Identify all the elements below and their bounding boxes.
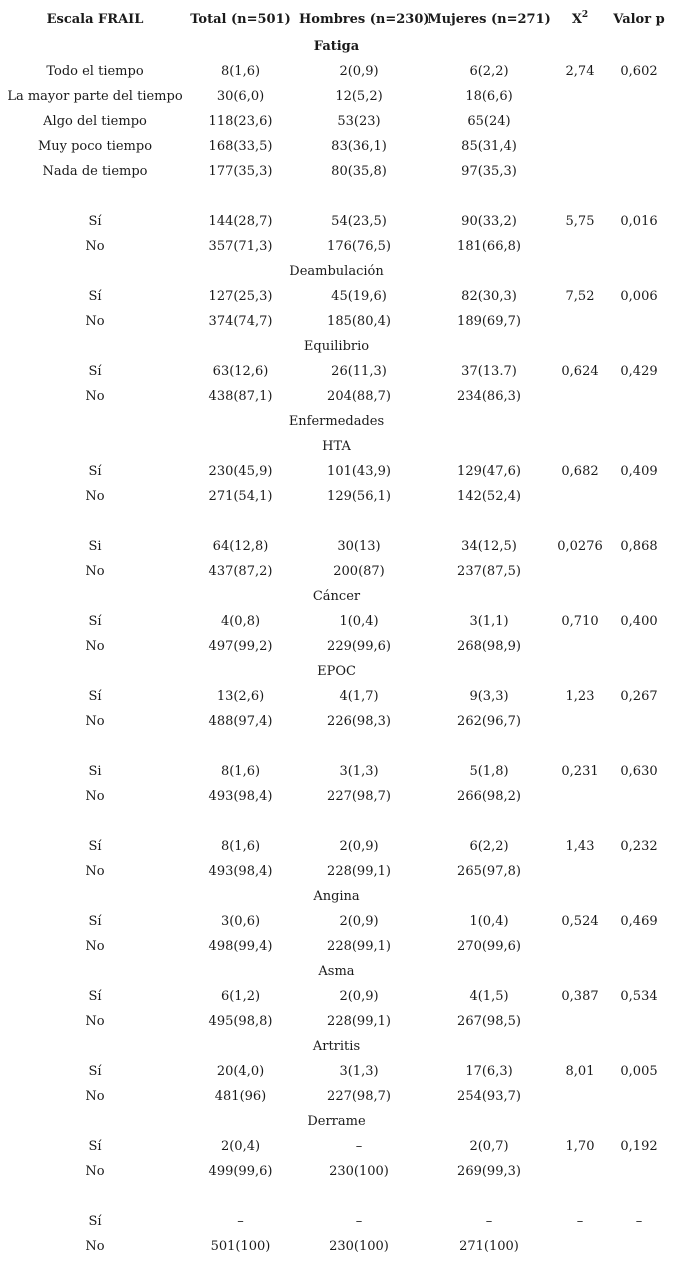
cell-hombres: 200(87) xyxy=(333,564,385,579)
cell-mujeres: 34(12,5) xyxy=(461,539,517,554)
table-row xyxy=(0,137,673,157)
cell-total: 437(87,2) xyxy=(208,564,273,579)
cell-total: 374(74,7) xyxy=(208,314,273,329)
cell-mujeres: 37(13.7) xyxy=(461,364,517,379)
table-row xyxy=(0,1087,673,1107)
table-row xyxy=(0,712,673,732)
section-row xyxy=(0,887,673,907)
table-row xyxy=(0,1137,673,1157)
section-label: Cáncer xyxy=(312,589,361,604)
table-row xyxy=(0,1012,673,1032)
table-row xyxy=(0,62,673,82)
cell-total: 2(0,4) xyxy=(220,1139,261,1154)
cell-chi2: 8,01 xyxy=(565,1064,595,1079)
header-chi xyxy=(550,10,610,30)
table-row xyxy=(0,837,673,857)
cell-label: Algo del tiempo xyxy=(43,114,147,129)
cell-total: 144(28,7) xyxy=(208,214,273,229)
cell-mujeres: – xyxy=(485,1214,493,1229)
cell-mujeres: 181(66,8) xyxy=(457,239,521,254)
table-row xyxy=(0,537,673,557)
cell-chi2: 0,0276 xyxy=(557,539,603,554)
section-label: Artritis xyxy=(312,1039,361,1054)
chi-symbol: X xyxy=(571,12,582,27)
table-row xyxy=(0,312,673,332)
cell-total: 30(6,0) xyxy=(216,89,265,104)
cell-total: 177(35,3) xyxy=(208,164,273,179)
cell-label: No xyxy=(85,789,105,804)
cell-chi2: 2,74 xyxy=(565,64,595,79)
cell-chi2: 0,624 xyxy=(561,364,599,379)
cell-hombres: 227(98,7) xyxy=(327,789,391,804)
cell-mujeres: 5(1,8) xyxy=(469,764,509,779)
cell-total: 488(97,4) xyxy=(208,714,273,729)
cell-valor-p: 0,006 xyxy=(620,289,658,304)
cell-mujeres: 2(0,7) xyxy=(469,1139,509,1154)
cell-label: Sí xyxy=(88,614,102,629)
table-row xyxy=(0,1162,673,1182)
section-label: Asma xyxy=(318,964,355,979)
cell-label: No xyxy=(85,1014,105,1029)
cell-mujeres: 6(2,2) xyxy=(469,839,509,854)
table-row xyxy=(0,612,673,632)
cell-total: – xyxy=(237,1214,244,1229)
table-row xyxy=(0,762,673,782)
cell-hombres: 30(13) xyxy=(337,539,381,554)
section-label: Derrame xyxy=(307,1114,366,1129)
cell-hombres: 3(1,3) xyxy=(339,764,379,779)
cell-total: 168(33,5) xyxy=(208,139,273,154)
cell-total: 498(99,4) xyxy=(208,939,273,954)
cell-total: 501(100) xyxy=(210,1239,271,1254)
cell-total: 63(12,6) xyxy=(212,364,269,379)
table-row xyxy=(0,937,673,957)
cell-chi2: 1,43 xyxy=(565,839,595,854)
cell-valor-p: 0,868 xyxy=(620,539,658,554)
cell-valor-p: 0,016 xyxy=(620,214,658,229)
cell-label: Sí xyxy=(88,464,102,479)
cell-mujeres: 65(24) xyxy=(467,114,511,129)
table-row xyxy=(0,562,673,582)
cell-total: 8(1,6) xyxy=(220,764,261,779)
cell-mujeres: 266(98,2) xyxy=(457,789,521,804)
cell-label: Sí xyxy=(88,914,102,929)
cell-chi2: 1,23 xyxy=(565,689,595,704)
cell-hombres: 176(76,5) xyxy=(327,239,391,254)
cell-label: No xyxy=(85,864,105,879)
cell-hombres: 228(99,1) xyxy=(327,864,391,879)
section-label: Fatiga xyxy=(313,39,360,54)
cell-mujeres: 1(0,4) xyxy=(469,914,509,929)
cell-mujeres: 189(69,7) xyxy=(457,314,521,329)
section-row xyxy=(0,262,673,282)
cell-mujeres: 97(35,3) xyxy=(461,164,517,179)
cell-mujeres: 237(87,5) xyxy=(457,564,521,579)
cell-label: Sí xyxy=(88,1139,102,1154)
table-row xyxy=(0,1212,673,1232)
cell-mujeres: 3(1,1) xyxy=(469,614,509,629)
cell-mujeres: 269(99,3) xyxy=(457,1164,521,1179)
section-label: Equilibrio xyxy=(303,339,370,354)
cell-valor-p: 0,630 xyxy=(620,764,658,779)
cell-valor-p: – xyxy=(635,1214,643,1229)
cell-chi2: 5,75 xyxy=(565,214,595,229)
cell-total: 481(96) xyxy=(214,1089,267,1104)
cell-label: No xyxy=(85,1239,105,1254)
cell-valor-p: 0,267 xyxy=(620,689,658,704)
header-valor-p: Valor p xyxy=(613,12,665,27)
cell-label: La mayor parte del tiempo xyxy=(7,89,183,104)
cell-valor-p: 0,429 xyxy=(620,364,658,379)
cell-label: No xyxy=(85,489,105,504)
cell-chi2: 0,524 xyxy=(561,914,599,929)
section-row xyxy=(0,962,673,982)
cell-hombres: 228(99,1) xyxy=(327,939,391,954)
cell-hombres: 2(0,9) xyxy=(339,64,379,79)
section-label: Deambulación xyxy=(289,264,384,279)
cell-mujeres: 268(98,9) xyxy=(457,639,521,654)
section-label: EPOC xyxy=(317,664,356,679)
cell-hombres: 230(100) xyxy=(329,1164,389,1179)
blank-row xyxy=(0,1187,673,1207)
cell-total: 495(98,8) xyxy=(208,1014,273,1029)
cell-hombres: 2(0,9) xyxy=(339,989,379,1004)
cell-hombres: 45(19,6) xyxy=(331,289,387,304)
cell-label: Sí xyxy=(88,214,102,229)
cell-total: 64(12,8) xyxy=(212,539,269,554)
cell-mujeres: 254(93,7) xyxy=(457,1089,521,1104)
blank-row xyxy=(0,737,673,757)
cell-label: Sí xyxy=(88,289,102,304)
table-row xyxy=(0,362,673,382)
cell-label: Sí xyxy=(88,989,102,1004)
cell-label: Si xyxy=(88,764,102,779)
cell-chi2: 0,682 xyxy=(561,464,599,479)
cell-label: No xyxy=(85,1089,105,1104)
cell-hombres: 227(98,7) xyxy=(327,1089,391,1104)
table-row xyxy=(0,387,673,407)
table-row xyxy=(0,687,673,707)
cell-total: 8(1,6) xyxy=(220,839,261,854)
cell-hombres: 12(5,2) xyxy=(335,89,383,104)
cell-valor-p: 0,400 xyxy=(620,614,658,629)
cell-valor-p: 0,409 xyxy=(620,464,658,479)
table-row xyxy=(0,112,673,132)
table-header xyxy=(0,10,673,30)
cell-label: No xyxy=(85,939,105,954)
cell-label: Sí xyxy=(88,1064,102,1079)
cell-label: Sí xyxy=(88,1214,102,1229)
cell-total: 13(2,6) xyxy=(216,689,265,704)
cell-hombres: 185(80,4) xyxy=(327,314,391,329)
cell-hombres: 1(0,4) xyxy=(339,614,379,629)
cell-hombres: 26(11,3) xyxy=(331,364,387,379)
table-row xyxy=(0,237,673,257)
header-mujeres: Mujeres (n=271) xyxy=(427,12,551,27)
cell-mujeres: 129(47,6) xyxy=(457,464,521,479)
cell-valor-p: 0,005 xyxy=(620,1064,658,1079)
cell-valor-p: 0,469 xyxy=(620,914,658,929)
table-row xyxy=(0,862,673,882)
cell-hombres: 53(23) xyxy=(337,114,381,129)
table-row xyxy=(0,637,673,657)
cell-hombres: 101(43,9) xyxy=(327,464,391,479)
cell-mujeres: 6(2,2) xyxy=(469,64,509,79)
section-row xyxy=(0,37,673,57)
cell-hombres: 228(99,1) xyxy=(327,1014,391,1029)
cell-mujeres: 85(31,4) xyxy=(461,139,517,154)
section-row xyxy=(0,337,673,357)
cell-total: 499(99,6) xyxy=(208,1164,273,1179)
table-row xyxy=(0,912,673,932)
chi-superscript: 2 xyxy=(581,10,589,20)
cell-label: Todo el tiempo xyxy=(46,64,144,79)
cell-label: No xyxy=(85,239,105,254)
cell-hombres: 2(0,9) xyxy=(339,839,379,854)
blank-row xyxy=(0,812,673,832)
cell-total: 271(54,1) xyxy=(208,489,273,504)
cell-label: No xyxy=(85,1164,105,1179)
cell-mujeres: 9(3,3) xyxy=(469,689,509,704)
header-total: Total (n=501) xyxy=(190,12,291,27)
cell-valor-p: 0,602 xyxy=(620,64,658,79)
cell-hombres: 54(23,5) xyxy=(331,214,387,229)
table-row xyxy=(0,787,673,807)
cell-hombres: – xyxy=(355,1139,363,1154)
cell-chi2: 0,387 xyxy=(561,989,599,1004)
section-label: HTA xyxy=(322,439,351,454)
cell-hombres: 230(100) xyxy=(329,1239,389,1254)
cell-label: No xyxy=(85,314,105,329)
cell-label: No xyxy=(85,714,105,729)
cell-total: 438(87,1) xyxy=(208,389,273,404)
cell-chi2: 0,710 xyxy=(561,614,599,629)
cell-chi2: 0,231 xyxy=(561,764,599,779)
table-row xyxy=(0,462,673,482)
blank-row xyxy=(0,512,673,532)
table-row xyxy=(0,987,673,1007)
cell-hombres: 129(56,1) xyxy=(327,489,391,504)
cell-hombres: 204(88,7) xyxy=(327,389,391,404)
section-row xyxy=(0,1037,673,1057)
cell-label: Nada de tiempo xyxy=(42,164,148,179)
section-row xyxy=(0,662,673,682)
table-row xyxy=(0,487,673,507)
cell-mujeres: 262(96,7) xyxy=(457,714,521,729)
cell-total: 497(99,2) xyxy=(208,639,273,654)
section-row xyxy=(0,587,673,607)
cell-label: Si xyxy=(88,539,102,554)
section-row xyxy=(0,412,673,432)
cell-hombres: 3(1,3) xyxy=(339,1064,379,1079)
cell-total: 127(25,3) xyxy=(208,289,273,304)
cell-total: 6(1,2) xyxy=(220,989,261,1004)
cell-valor-p: 0,232 xyxy=(620,839,658,854)
cell-hombres: 229(99,6) xyxy=(327,639,391,654)
cell-mujeres: 4(1,5) xyxy=(469,989,509,1004)
cell-total: 4(0,8) xyxy=(220,614,261,629)
cell-total: 3(0,6) xyxy=(220,914,261,929)
section-row xyxy=(0,1112,673,1132)
table-row xyxy=(0,162,673,182)
cell-mujeres: 18(6,6) xyxy=(465,89,513,104)
cell-hombres: 83(36,1) xyxy=(331,139,387,154)
cell-mujeres: 265(97,8) xyxy=(457,864,521,879)
table-row xyxy=(0,1237,673,1257)
blank-row xyxy=(0,187,673,207)
cell-mujeres: 271(100) xyxy=(459,1239,519,1254)
section-label: Angina xyxy=(313,889,360,904)
cell-label: Sí xyxy=(88,839,102,854)
cell-label: Sí xyxy=(88,689,102,704)
cell-total: 20(4,0) xyxy=(216,1064,265,1079)
table-row xyxy=(0,212,673,232)
cell-hombres: 2(0,9) xyxy=(339,914,379,929)
cell-mujeres: 267(98,5) xyxy=(457,1014,521,1029)
cell-mujeres: 142(52,4) xyxy=(457,489,521,504)
cell-chi2: 1,70 xyxy=(565,1139,595,1154)
cell-total: 493(98,4) xyxy=(208,789,273,804)
cell-total: 357(71,3) xyxy=(208,239,273,254)
table-row xyxy=(0,87,673,107)
cell-label: No xyxy=(85,389,105,404)
cell-hombres: – xyxy=(355,1214,363,1229)
cell-valor-p: 0,534 xyxy=(620,989,658,1004)
cell-mujeres: 234(86,3) xyxy=(457,389,521,404)
cell-total: 230(45,9) xyxy=(208,464,273,479)
cell-mujeres: 17(6,3) xyxy=(465,1064,513,1079)
cell-hombres: 4(1,7) xyxy=(339,689,379,704)
cell-chi2: 7,52 xyxy=(565,289,595,304)
cell-mujeres: 90(33,2) xyxy=(461,214,517,229)
cell-hombres: 226(98,3) xyxy=(327,714,391,729)
cell-total: 493(98,4) xyxy=(208,864,273,879)
cell-label: Muy poco tiempo xyxy=(37,139,153,154)
cell-label: Sí xyxy=(88,364,102,379)
cell-mujeres: 82(30,3) xyxy=(461,289,517,304)
cell-mujeres: 270(99,6) xyxy=(457,939,521,954)
cell-label: No xyxy=(85,564,105,579)
section-label: Enfermedades xyxy=(288,414,385,429)
cell-chi2: – xyxy=(576,1214,584,1229)
table-row xyxy=(0,287,673,307)
header-escala: Escala FRAIL xyxy=(46,12,144,27)
cell-total: 8(1,6) xyxy=(220,64,261,79)
table-row xyxy=(0,1062,673,1082)
cell-label: No xyxy=(85,639,105,654)
cell-hombres: 80(35,8) xyxy=(331,164,387,179)
header-hombres: Hombres (n=230) xyxy=(299,12,430,27)
cell-valor-p: 0,192 xyxy=(620,1139,658,1154)
section-row xyxy=(0,437,673,457)
cell-total: 118(23,6) xyxy=(208,114,273,129)
